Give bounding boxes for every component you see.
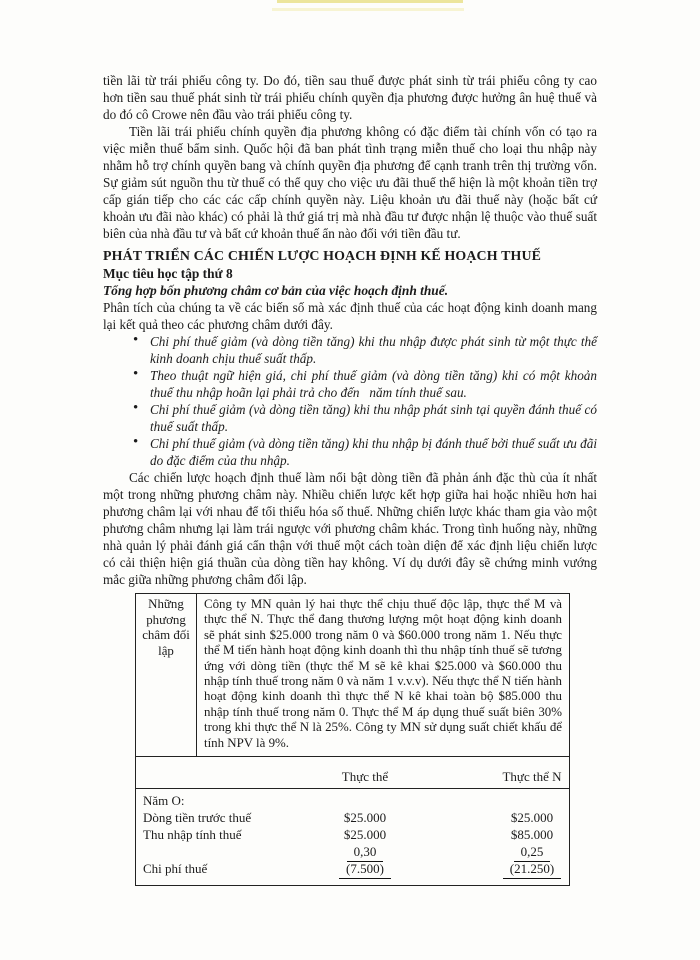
cell-entity-n: $85.000 (510, 827, 554, 843)
cell-entity-n: $25.000 (510, 810, 554, 826)
tax-cost-m: (7.500) (339, 860, 391, 879)
row-label: Chi phí thuế (143, 861, 208, 877)
tax-rate-n: 0,25 (514, 843, 551, 862)
page-content (103, 72, 597, 886)
closing-paragraph: Các chiến lược hoạch định thuế làm nổi bật dòng tiền đã phản ánh đặc thù của ít nhất một trong những phương châm này. Nhiều chiến lược kết hợp giữa hai hoặc nhiều hơn hai phương châm lại với nhau để tối thiểu hóa số thuế. Những chiến lược khác tham gia vào một phương châm nhưng lại làm trái ngược với phương châm khác. Trong tình huống này, những nhà quản lý phải đánh giá cẩn thận với thuế một cách toàn diện để xác định liệu chiến lược có cải thiện hiện giá thuần của dòng tiền hay không. Ví dụ dưới đây sẽ chứng minh vướng mắc giữa những phương châm đối lập. (103, 470, 597, 587)
case-description: Công ty MN quản lý hai thực thể chịu thuế độc lập, thực thể M và thực thể N. Thực thể đang thương lượng một hoạt động kinh doanh sẽ phát sinh $25.000 trong năm 0 và $60.000 trong năm 1. Nếu thực thể M tiến hành hoạt động kinh doanh thì thu nhập tính thuế sẽ tương ứng với dòng tiền (thực thể M sẽ kê khai $25.000 và $60.000 thu nhập tính thuế trong năm 0 và năm 1 v.v.v). Nếu thực thể N tiến hành hoạt động kinh doanh thì thực thể N kê khai toàn bộ $85.000 thu nhập tính thuế trong năm 0. Thực thể M áp dụng thuế suất biên 30% trong khi thực thể N là 25%. Công ty MN sử dụng suất chiết khấu để tính NPV là 9%. (204, 597, 562, 750)
maxim-list (103, 333, 597, 469)
paragraph-corporate-bond: tiền lãi từ trái phiếu công ty. Do đó, tiền sau thuế được phát sinh từ trái phiếu công ty cao hơn tiền sau thuế phát sinh từ trái phiếu chính quyền địa phương được hưởng ân huệ thuế và do đó cô Crowe nên đầu vào trái phiếu công ty. (103, 73, 597, 122)
top-highlight-strip (277, 0, 463, 3)
table-row-tax-rate (136, 843, 569, 860)
case-sidebar-label: Những phương châm đối lập (136, 594, 197, 756)
top-highlight-strip-faint (272, 8, 464, 11)
financial-table (136, 757, 569, 885)
maxim-item-3: • Chi phí thuế giảm (và dòng tiền tăng) khi thu nhập phát sinh tại quyền đánh thuế có thuế suất thấp. (131, 401, 597, 435)
objective-title: Tổng hợp bốn phương châm cơ bản của việc hoạch định thuế. (103, 283, 449, 298)
table-row-year (136, 792, 569, 809)
cell-entity-m: $25.000 (343, 827, 387, 843)
intro-paragraph: Phân tích của chúng ta về các biến số mà xác định thuế của các hoạt động kinh doanh mang lại kết quả theo các phương châm dưới đây. (103, 300, 597, 332)
section-heading: PHÁT TRIỂN CÁC CHIẾN LƯỢC HOẠCH ĐỊNH KẾ HOẠCH THUẾ (103, 249, 542, 264)
cell-entity-m: $25.000 (343, 810, 387, 826)
financial-header-row (136, 768, 569, 789)
column-header-entity-n: Thực thể N (502, 769, 562, 785)
case-table (135, 593, 570, 886)
paragraph-municipal-bond: Tiền lãi trái phiếu chính quyền địa phương không có đặc điểm tài chính vốn có tạo ra việc miễn thuế bẩm sinh. Quốc hội đã ban phát tình trạng miễn thuế cho loại thu nhập này nhằm hỗ trợ chính quyền bang và chính quyền địa phương để cạnh tranh trên thị trường vốn. Sự giảm sút nguồn thu từ thuế có thể quy cho việc ưu đãi thuế thể hiện là một khoản tiền trợ cấp gián tiếp cho các các cấp chính quyền này. Liệu khoản ưu đãi thuế này (hoặc bất cứ khoản ưu đãi nào khác) có phải là thứ giá trị mà nhà đầu tư được nhận lệ thuộc vào thuế suất biên của nhà đầu tư và bất cứ khoản thuế ẩn nào đối với tiền đầu tư. (103, 124, 597, 241)
row-label: Dòng tiền trước thuế (143, 810, 252, 826)
maxim-item-2: • Theo thuật ngữ hiện giá, chi phí thuế giảm (và dòng tiền tăng) khi có một khoản thuế thu nhập hoãn lại phải trả cho đến năm tính thuế sau. (131, 367, 597, 401)
maxim-item-4: • Chi phí thuế giảm (và dòng tiền tăng) khi thu nhập bị đánh thuế bởi thuế suất ưu đãi do đặc điểm của thu nhập. (131, 435, 597, 469)
cell-entity-m (285, 860, 445, 879)
row-label-year: Năm O: (143, 793, 185, 809)
table-row-pretax-cashflow (136, 809, 569, 826)
column-header-entity-m: Thực thể (341, 769, 389, 785)
table-row-tax-cost (136, 860, 569, 877)
row-label: Thu nhập tính thuế (143, 827, 242, 843)
tax-rate-m: 0,30 (347, 843, 384, 862)
maxim-item-1: • Chi phí thuế giảm (và dòng tiền tăng) khi thu nhập được phát sinh từ một thực thể kinh doanh chịu thuế suất thấp. (131, 333, 597, 367)
cell-entity-n (476, 860, 588, 879)
table-row-taxable-income (136, 826, 569, 843)
learning-objective-label: Mục tiêu học tập thứ 8 (103, 266, 233, 281)
case-description-row (136, 594, 569, 757)
tax-cost-n: (21.250) (503, 860, 561, 879)
